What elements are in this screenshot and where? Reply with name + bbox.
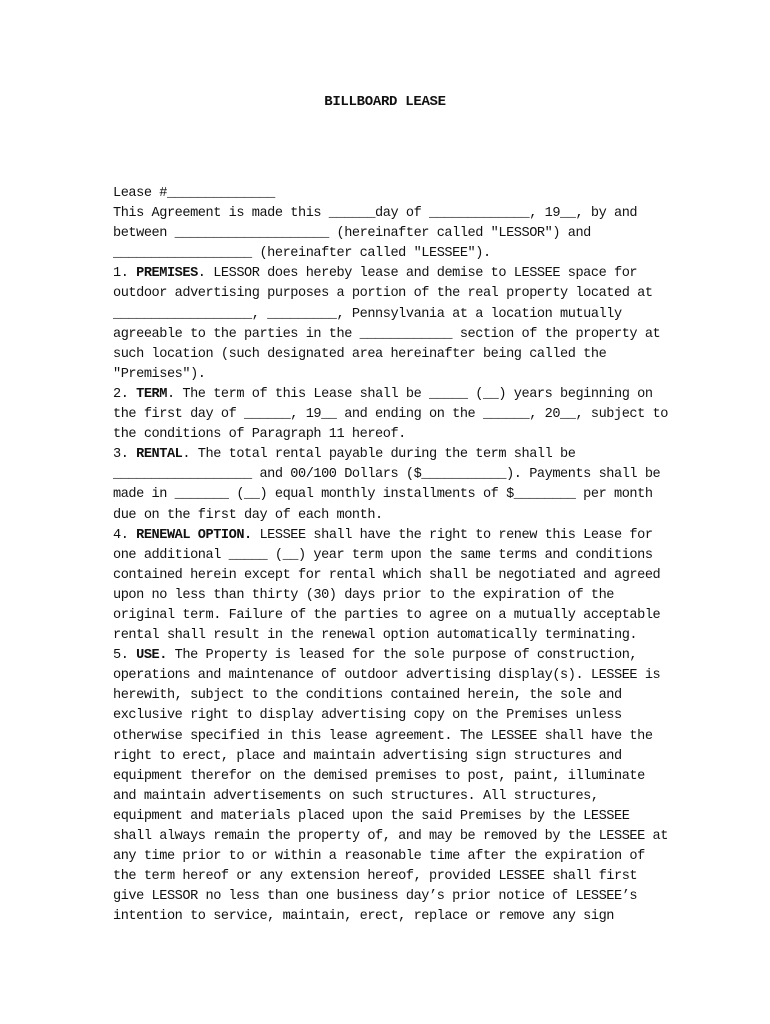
document-line [113, 506, 673, 526]
line-text: outdoor advertising purposes a portion of the real property located at [113, 286, 653, 302]
document-body [113, 184, 673, 927]
line-text: contained herein except for rental which shall be negotiated and agreed [113, 567, 661, 583]
section-heading: PREMISES [136, 266, 198, 282]
line-text: the term hereof or any extension hereof, provided LESSEE shall first [113, 869, 638, 885]
line-text: . The term of this Lease shall be _____ (__) years beginning on [166, 386, 653, 402]
line-text: exclusive right to display advertising copy on the Premises unless [113, 708, 622, 724]
line-text: The Property is leased for the sole purpose of construction, [166, 648, 638, 664]
line-text: Lease #______________ [113, 186, 275, 201]
document-line [113, 465, 673, 485]
document-line [113, 305, 673, 325]
line-text: any time prior to or within a reasonable time after the expiration of [113, 849, 645, 865]
line-text: equipment and materials placed upon the said Premises by the LESSEE [113, 808, 630, 824]
document-line [113, 204, 673, 224]
line-text: right to erect, place and maintain advertising sign structures and [113, 748, 622, 764]
line-text: one additional _____ (__) year term upon the same terms and conditions [113, 547, 653, 563]
document-line [113, 847, 673, 867]
document-line [113, 224, 673, 244]
document-line [113, 184, 673, 204]
line-text: LESSEE shall have the right to renew this Lease for [251, 527, 653, 543]
line-text: shall always remain the property of, and may be removed by the LESSEE at [113, 829, 668, 844]
section-heading: RENTAL [136, 447, 183, 463]
line-text: due on the first day of each month. [113, 507, 383, 523]
document-line [113, 244, 673, 264]
document-line [113, 646, 673, 666]
line-text: made in _______ (__) equal monthly installments of $________ per month [113, 487, 653, 503]
document-line [113, 485, 673, 505]
section-heading: USE. [136, 648, 167, 664]
document-line [113, 284, 673, 304]
document-line [113, 365, 673, 385]
document-line [113, 686, 673, 706]
document-line [113, 887, 673, 907]
line-text: __________________, _________, Pennsylvania at a location mutually [113, 306, 622, 322]
line-text: 3. [113, 447, 137, 463]
line-text: herewith, subject to the conditions contained herein, the sole and [113, 688, 622, 704]
line-text: rental shall result in the renewal option automatically terminating. [113, 628, 638, 644]
line-text: the conditions of Paragraph 11 hereof. [113, 427, 406, 443]
section-heading: TERM [136, 386, 167, 402]
line-text: 1. [113, 266, 137, 282]
document-line [113, 747, 673, 767]
document-line [113, 264, 673, 284]
document-line [113, 827, 673, 847]
line-text: otherwise specified in this lease agreement. The LESSEE shall have the [113, 728, 653, 744]
line-text: original term. Failure of the parties to agree on a mutually acceptable [113, 607, 661, 623]
document-line [113, 425, 673, 445]
document-line [113, 325, 673, 345]
document-line [113, 706, 673, 726]
line-text: operations and maintenance of outdoor advertising display(s). LESSEE is [113, 668, 661, 684]
line-text: equipment therefor on the demised premises to post, paint, illuminate [113, 768, 645, 784]
document-line [113, 907, 673, 927]
document-line [113, 606, 673, 626]
line-text: give LESSOR no less than one business day’s prior notice of LESSEE’s [113, 889, 638, 905]
document-line [113, 807, 673, 827]
document-line [113, 405, 673, 425]
line-text: . LESSOR does hereby lease and demise to LESSEE space for [197, 266, 638, 282]
line-text: This Agreement is made this ______day of _____________, 19__, by and [113, 206, 638, 222]
document-line [113, 566, 673, 586]
document-line [113, 345, 673, 365]
document-line [113, 626, 673, 646]
line-text: . The total rental payable during the term shall be [182, 447, 576, 463]
document-line [113, 445, 673, 465]
document-line [113, 546, 673, 566]
line-text: 4. [113, 527, 137, 543]
document-title: BILLBOARD LEASE [324, 94, 446, 110]
line-text: between ____________________ (hereinafter called "LESSOR") and [113, 226, 591, 242]
line-text: such location (such designated area hereinafter being called the [113, 346, 607, 362]
line-text: 5. [113, 648, 137, 664]
line-text: intention to service, maintain, erect, replace or remove any sign [113, 909, 614, 925]
line-text: the first day of ______, 19__ and ending on the ______, 20__, subject to [113, 407, 668, 423]
document-line [113, 385, 673, 405]
document-line [113, 586, 673, 606]
document-line [113, 867, 673, 887]
document-line [113, 526, 673, 546]
line-text: 2. [113, 386, 137, 402]
line-text: and maintain advertisements on such structures. All structures, [113, 788, 599, 804]
document-line [113, 666, 673, 686]
document-line [113, 727, 673, 747]
line-text: upon no less than thirty (30) days prior to the expiration of the [113, 587, 614, 603]
section-heading: RENEWAL OPTION. [136, 527, 252, 543]
line-text: "Premises"). [113, 366, 206, 382]
document-line [113, 787, 673, 807]
line-text: agreeable to the parties in the ____________ section of the property at [113, 326, 661, 342]
document-line [113, 767, 673, 787]
line-text: __________________ and 00/100 Dollars ($___________). Payments shall be [113, 467, 661, 483]
line-text: __________________ (hereinafter called "LESSEE"). [113, 246, 491, 262]
